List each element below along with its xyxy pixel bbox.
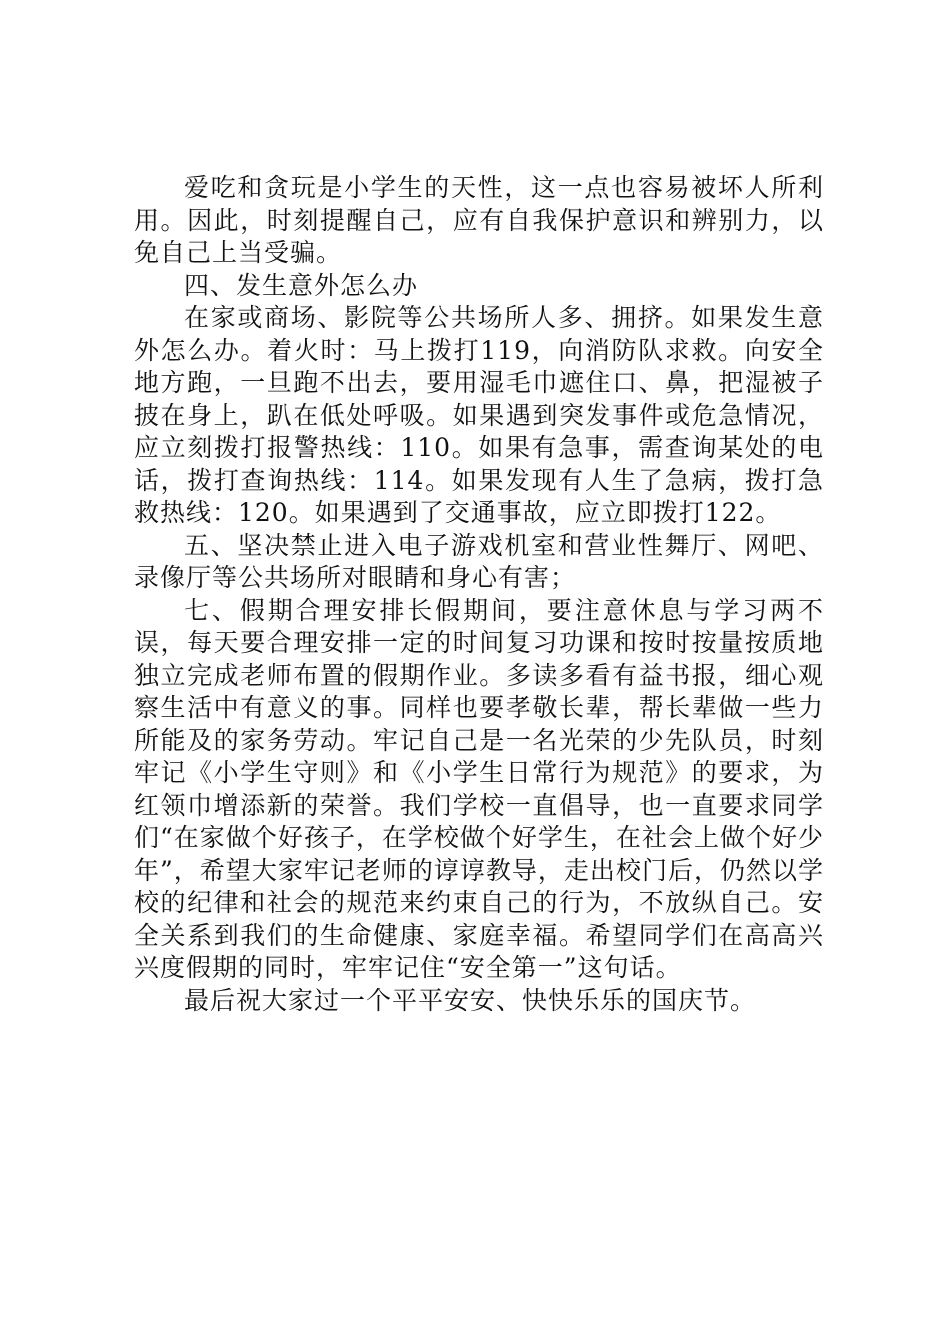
paragraph-emergency-numbers: 在家或商场、影院等公共场所人多、拥挤。如果发生意外怎么办。着火时：马上拨打119，向消防队求救。向安全地方跑，一旦跑不出去，要用湿毛巾遮住口、鼻，把湿被子披在身上，趴在低处呼吸。如果遇到突发事件或危急情况，应立刻拨打报警热线：110。如果有急事，需查询某处的电话，拨打查询热线：114。如果发现有人生了急病，拨打急救热线：120。如果遇到了交通事故，应立即拨打122。 <box>134 303 824 527</box>
paragraph-closing-wish: 最后祝大家过一个平平安安、快快乐乐的国庆节。 <box>184 985 757 1015</box>
section-heading-accidents: 四、发生意外怎么办 <box>184 270 419 300</box>
paragraph-holiday-arrangement: 七、假期合理安排长假期间，要注意休息与学习两不误，每天要合理安排一定的时间复习功课和按时按量按质地独立完成老师布置的假期作业。多读多看有益书报，细心观察生活中有意义的事。同样也要孝敬长辈，帮长辈做一些力所能及的家务劳动。牢记自己是一名光荣的少先队员，时刻牢记《小学生守则》和《小学生日常行为规范》的要求，为红领巾增添新的荣誉。我们学校一直倡导，也一直要求同学们“在家做个好孩子，在学校做个好学生，在社会上做个好少年”，希望大家牢记老师的谆谆教导，走出校门后，仍然以学校的纪律和社会的规范来约束自己的行为，不放纵自己。安全关系到我们的生命健康、家庭幸福。希望同学们在高高兴兴度假期的同时，牢牢记住“安全第一”这句话。 <box>134 595 824 982</box>
paragraph-self-protection: 爱吃和贪玩是小学生的天性，这一点也容易被坏人所利用。因此，时刻提醒自己，应有自我保护意识和辨别力，以免自己上当受骗。 <box>134 173 824 267</box>
paragraph-prohibited-places: 五、坚决禁止进入电子游戏机室和营业性舞厅、网吧、录像厅等公共场所对眼睛和身心有害； <box>134 530 824 592</box>
document-body <box>134 172 824 1017</box>
